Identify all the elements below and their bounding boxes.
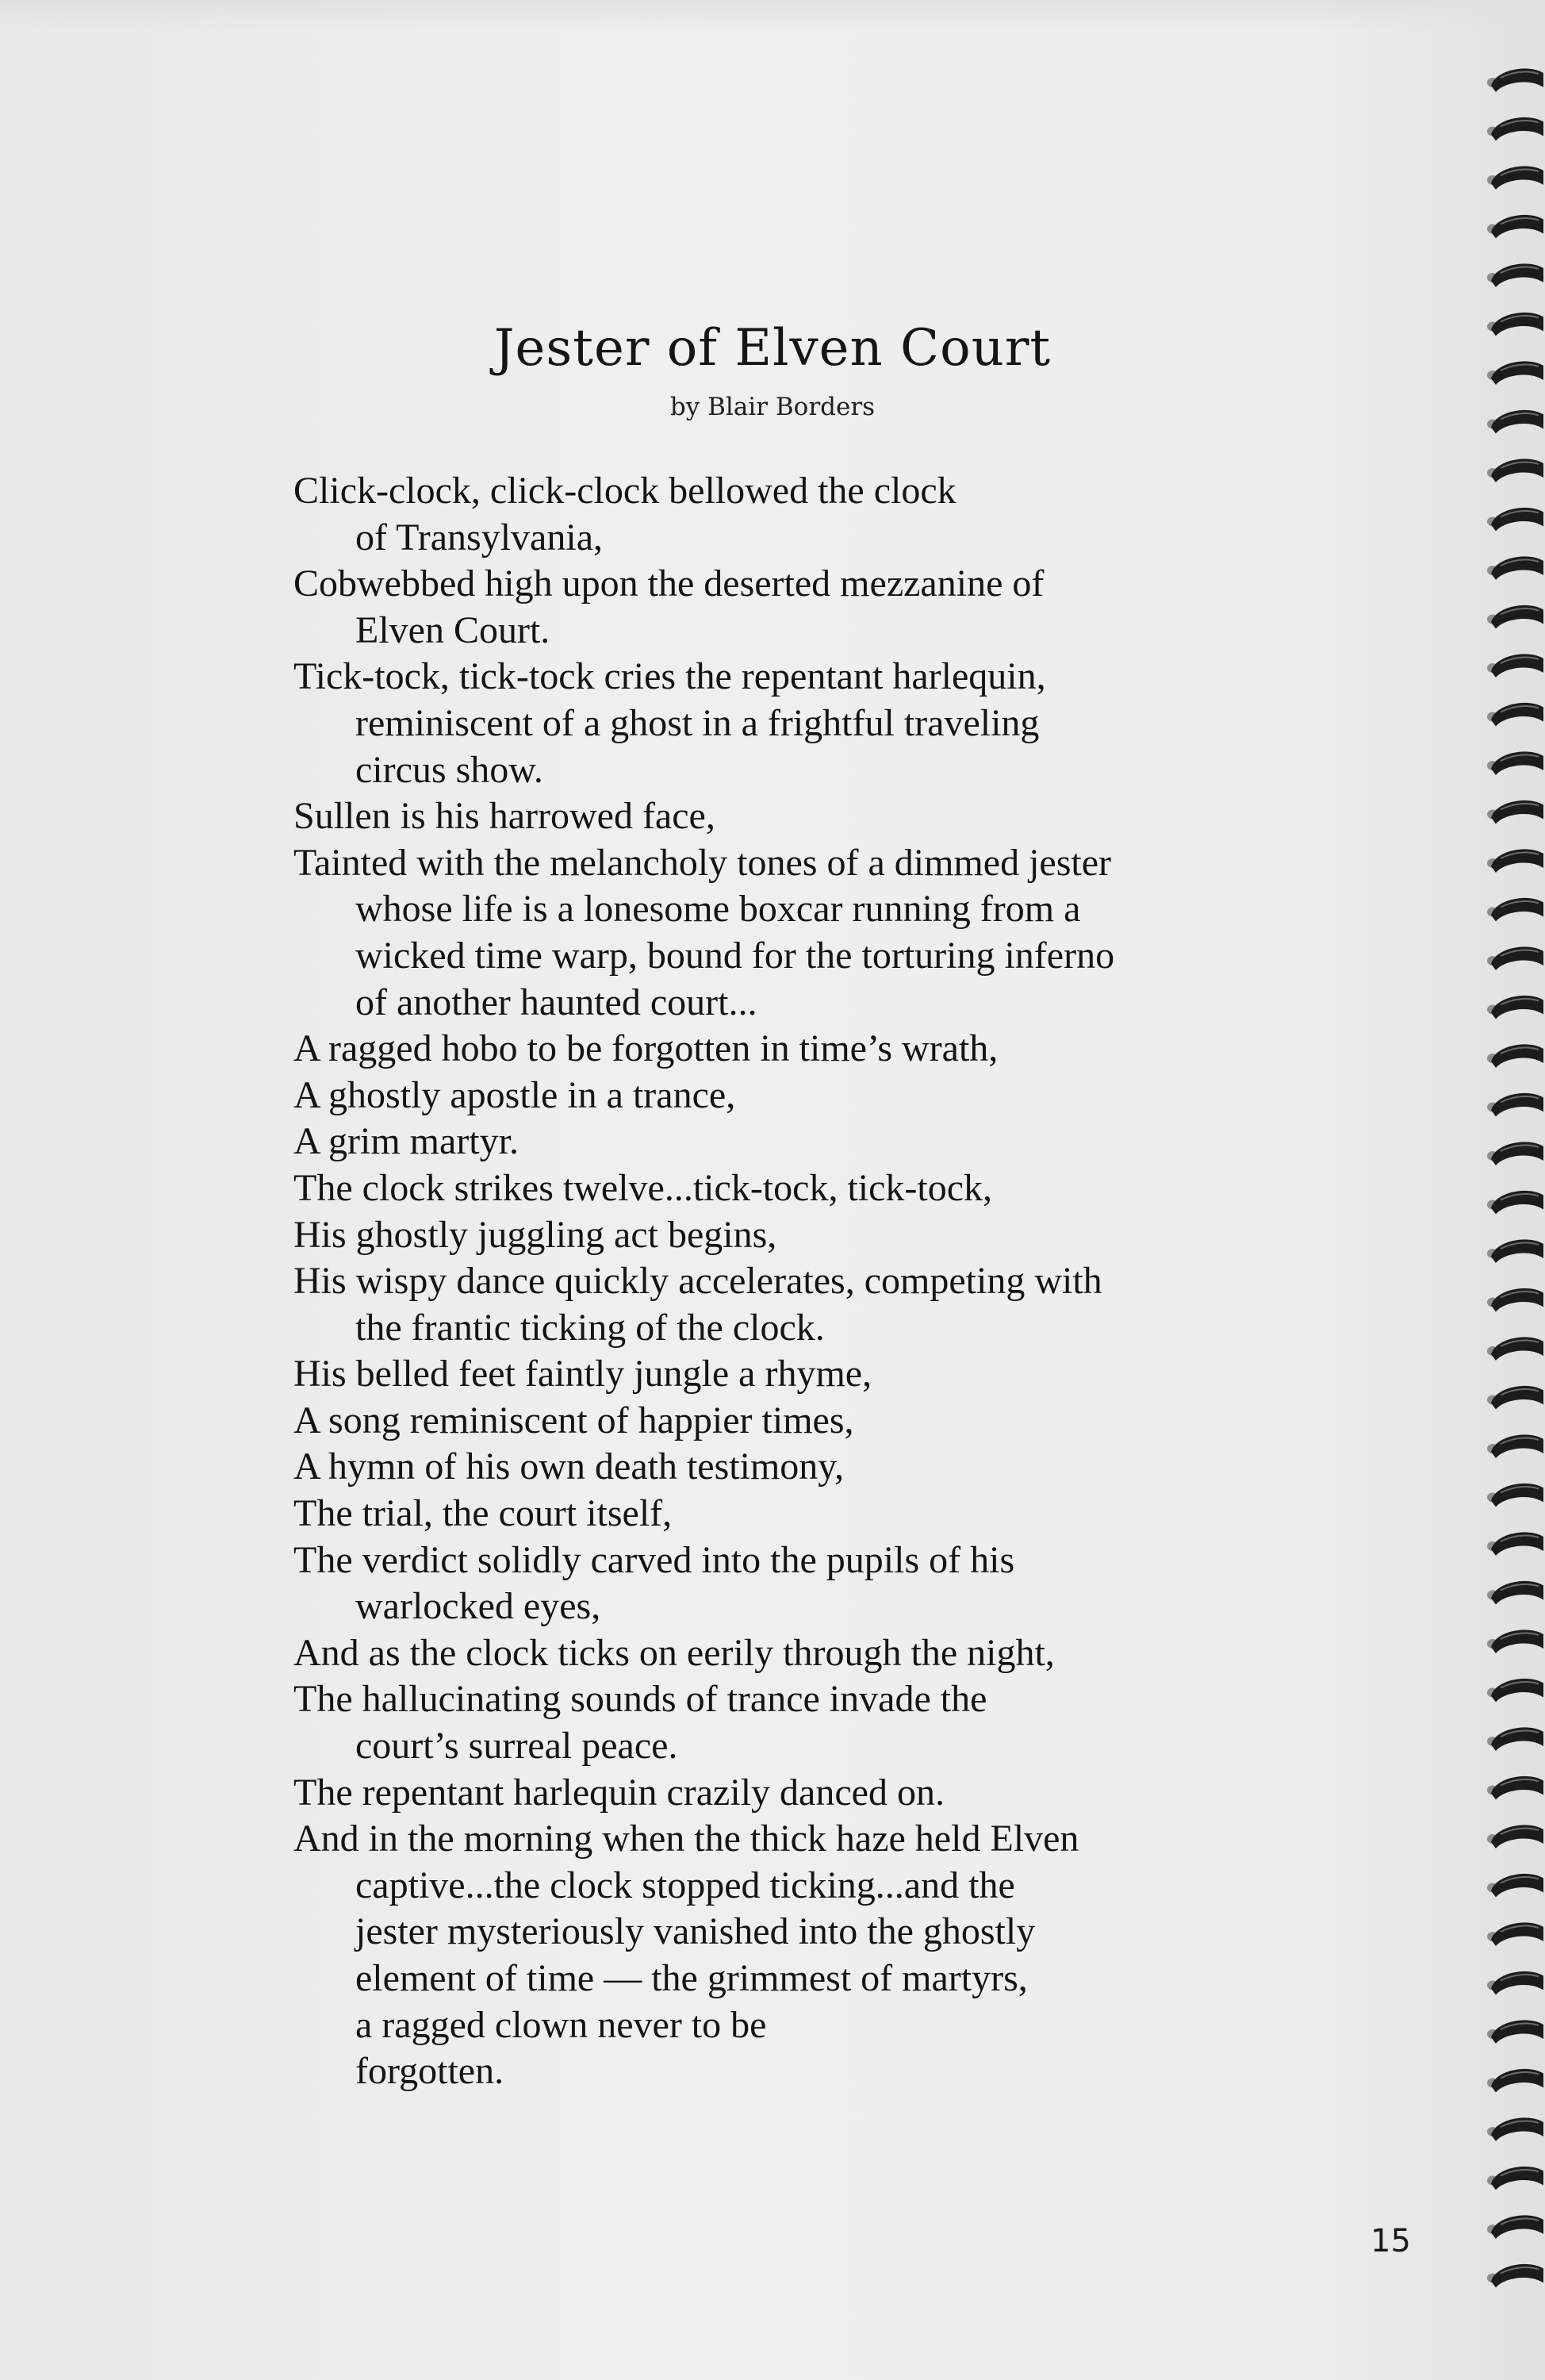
poem-line: wicked time warp, bound for the torturing inferno: [355, 934, 1115, 977]
spiral-coil-icon: [1487, 1337, 1543, 1361]
spiral-coil-icon: [1487, 1093, 1543, 1117]
spiral-coil-icon: [1487, 459, 1543, 482]
poem-line: And as the clock ticks on eerily through the night,: [293, 1631, 1055, 1674]
poem-line: His belled feet faintly jungle a rhyme,: [293, 1353, 872, 1395]
page-top-edge: [0, 0, 1545, 32]
spiral-coil-icon: [1487, 1874, 1543, 1898]
poem-line: circus show.: [355, 748, 543, 791]
poem-line: A ragged hobo to be forgotten in time’s wrath,: [293, 1027, 999, 1070]
spiral-coil-icon: [1487, 2167, 1543, 2190]
poem-line: Tick-tock, tick-tock cries the repentant harlequin,: [293, 655, 1046, 698]
poem-line: reminiscent of a ghost in a frightful traveling: [355, 701, 1040, 744]
spiral-coil-icon: [1487, 946, 1543, 970]
poem-line: Elven Court.: [355, 608, 550, 651]
spiral-coil-icon: [1487, 1288, 1543, 1312]
spiral-coil-icon: [1487, 1825, 1543, 1848]
spiral-coil-icon: [1487, 361, 1543, 385]
spiral-coil-icon: [1487, 1971, 1543, 1995]
poem-line: of another haunted court...: [355, 981, 757, 1023]
spiral-binding-icon: [1480, 48, 1545, 2372]
poem-line: The trial, the court itself,: [293, 1492, 673, 1535]
poem-line: court’s surreal peace.: [355, 1725, 678, 1768]
poem-line: warlocked eyes,: [355, 1585, 601, 1628]
spiral-coil-icon: [1487, 1142, 1543, 1165]
spiral-coil-icon: [1487, 1044, 1543, 1068]
poem-line: The clock strikes twelve...tick-tock, tick-tock,: [293, 1166, 993, 1209]
poem-line: a ragged clown never to be: [355, 2003, 767, 2046]
spiral-coil-icon: [1487, 313, 1543, 336]
poem-line: His ghostly juggling act begins,: [293, 1213, 777, 1256]
poem-line: element of time — the grimmest of martyrs,: [355, 1957, 1028, 1999]
spiral-coil-icon: [1487, 1386, 1543, 1410]
spiral-coil-icon: [1487, 410, 1543, 434]
poem-line: His wispy dance quickly accelerates, competing with: [293, 1260, 1102, 1303]
spiral-coil-icon: [1487, 215, 1543, 239]
spiral-coil-icon: [1487, 508, 1543, 532]
poem-line: A grim martyr.: [293, 1120, 519, 1163]
spiral-coil-icon: [1487, 1191, 1543, 1215]
poem-title: Jester of Elven Court: [493, 319, 1052, 378]
spiral-coil-icon: [1487, 751, 1543, 775]
spiral-coil-icon: [1487, 2117, 1543, 2141]
spiral-coil-icon: [1487, 117, 1543, 141]
spiral-coil-icon: [1487, 2215, 1543, 2239]
poem-line: And in the morning when the thick haze held Elven: [293, 1818, 1079, 1860]
spiral-coil-icon: [1487, 703, 1543, 727]
spiral-coil-icon: [1487, 2069, 1543, 2093]
poem-line: whose life is a lonesome boxcar running from a: [355, 888, 1081, 931]
spiral-coil-icon: [1487, 1922, 1543, 1946]
spiral-coil-icon: [1487, 1727, 1543, 1751]
poem-line: Click-clock, click-clock bellowed the clock: [293, 470, 957, 512]
poem-line: A hymn of his own death testimony,: [293, 1445, 845, 1488]
spiral-coil-icon: [1487, 1776, 1543, 1800]
spiral-coil-icon: [1487, 654, 1543, 678]
spiral-coil-icon: [1487, 898, 1543, 922]
poem-line: Tainted with the melancholy tones of a dimmed jester: [293, 841, 1112, 884]
spiral-coil-icon: [1487, 556, 1543, 580]
poem-line: Cobwebbed high upon the deserted mezzanine of: [293, 562, 1045, 605]
poem-line: The verdict solidly carved into the pupils of his: [293, 1538, 1015, 1581]
poem-line: the frantic ticking of the clock.: [355, 1306, 825, 1349]
poem-line: jester mysteriously vanished into the ghostly: [355, 1910, 1036, 1953]
spiral-coil-icon: [1487, 1532, 1543, 1556]
poem-byline: by Blair Borders: [669, 393, 876, 421]
spiral-coil-icon: [1487, 2264, 1543, 2288]
poem-line: The hallucinating sounds of trance invade the: [293, 1678, 987, 1721]
spiral-coil-icon: [1487, 1434, 1543, 1458]
spiral-coil-icon: [1487, 2020, 1543, 2044]
poem-line: A ghostly apostle in a trance,: [293, 1073, 736, 1116]
poem-line: The repentant harlequin crazily danced on.: [293, 1771, 945, 1814]
spiral-coil-icon: [1487, 996, 1543, 1019]
spiral-coil-icon: [1487, 1679, 1543, 1702]
spiral-coil-icon: [1487, 1581, 1543, 1605]
poem-line: A song reminiscent of happier times,: [293, 1399, 854, 1441]
spiral-coil-icon: [1487, 605, 1543, 629]
poem-line: forgotten.: [355, 2050, 504, 2093]
spiral-coil-icon: [1487, 849, 1543, 873]
spiral-coil-icon: [1487, 68, 1543, 92]
spiral-coil-icon: [1487, 263, 1543, 287]
spiral-coil-icon: [1487, 166, 1543, 190]
spiral-coil-icon: [1487, 800, 1543, 824]
spiral-coil-icon: [1487, 1630, 1543, 1653]
spiral-coil-icon: [1487, 1484, 1543, 1507]
spiral-coil-icon: [1487, 1239, 1543, 1263]
poem-line: Sullen is his harrowed face,: [293, 795, 715, 838]
poem-line: captive...the clock stopped ticking...and the: [355, 1864, 1015, 1906]
page-number: 15: [1371, 2223, 1411, 2259]
poem-line: of Transylvania,: [355, 516, 603, 559]
poem-body: [293, 468, 1229, 2095]
